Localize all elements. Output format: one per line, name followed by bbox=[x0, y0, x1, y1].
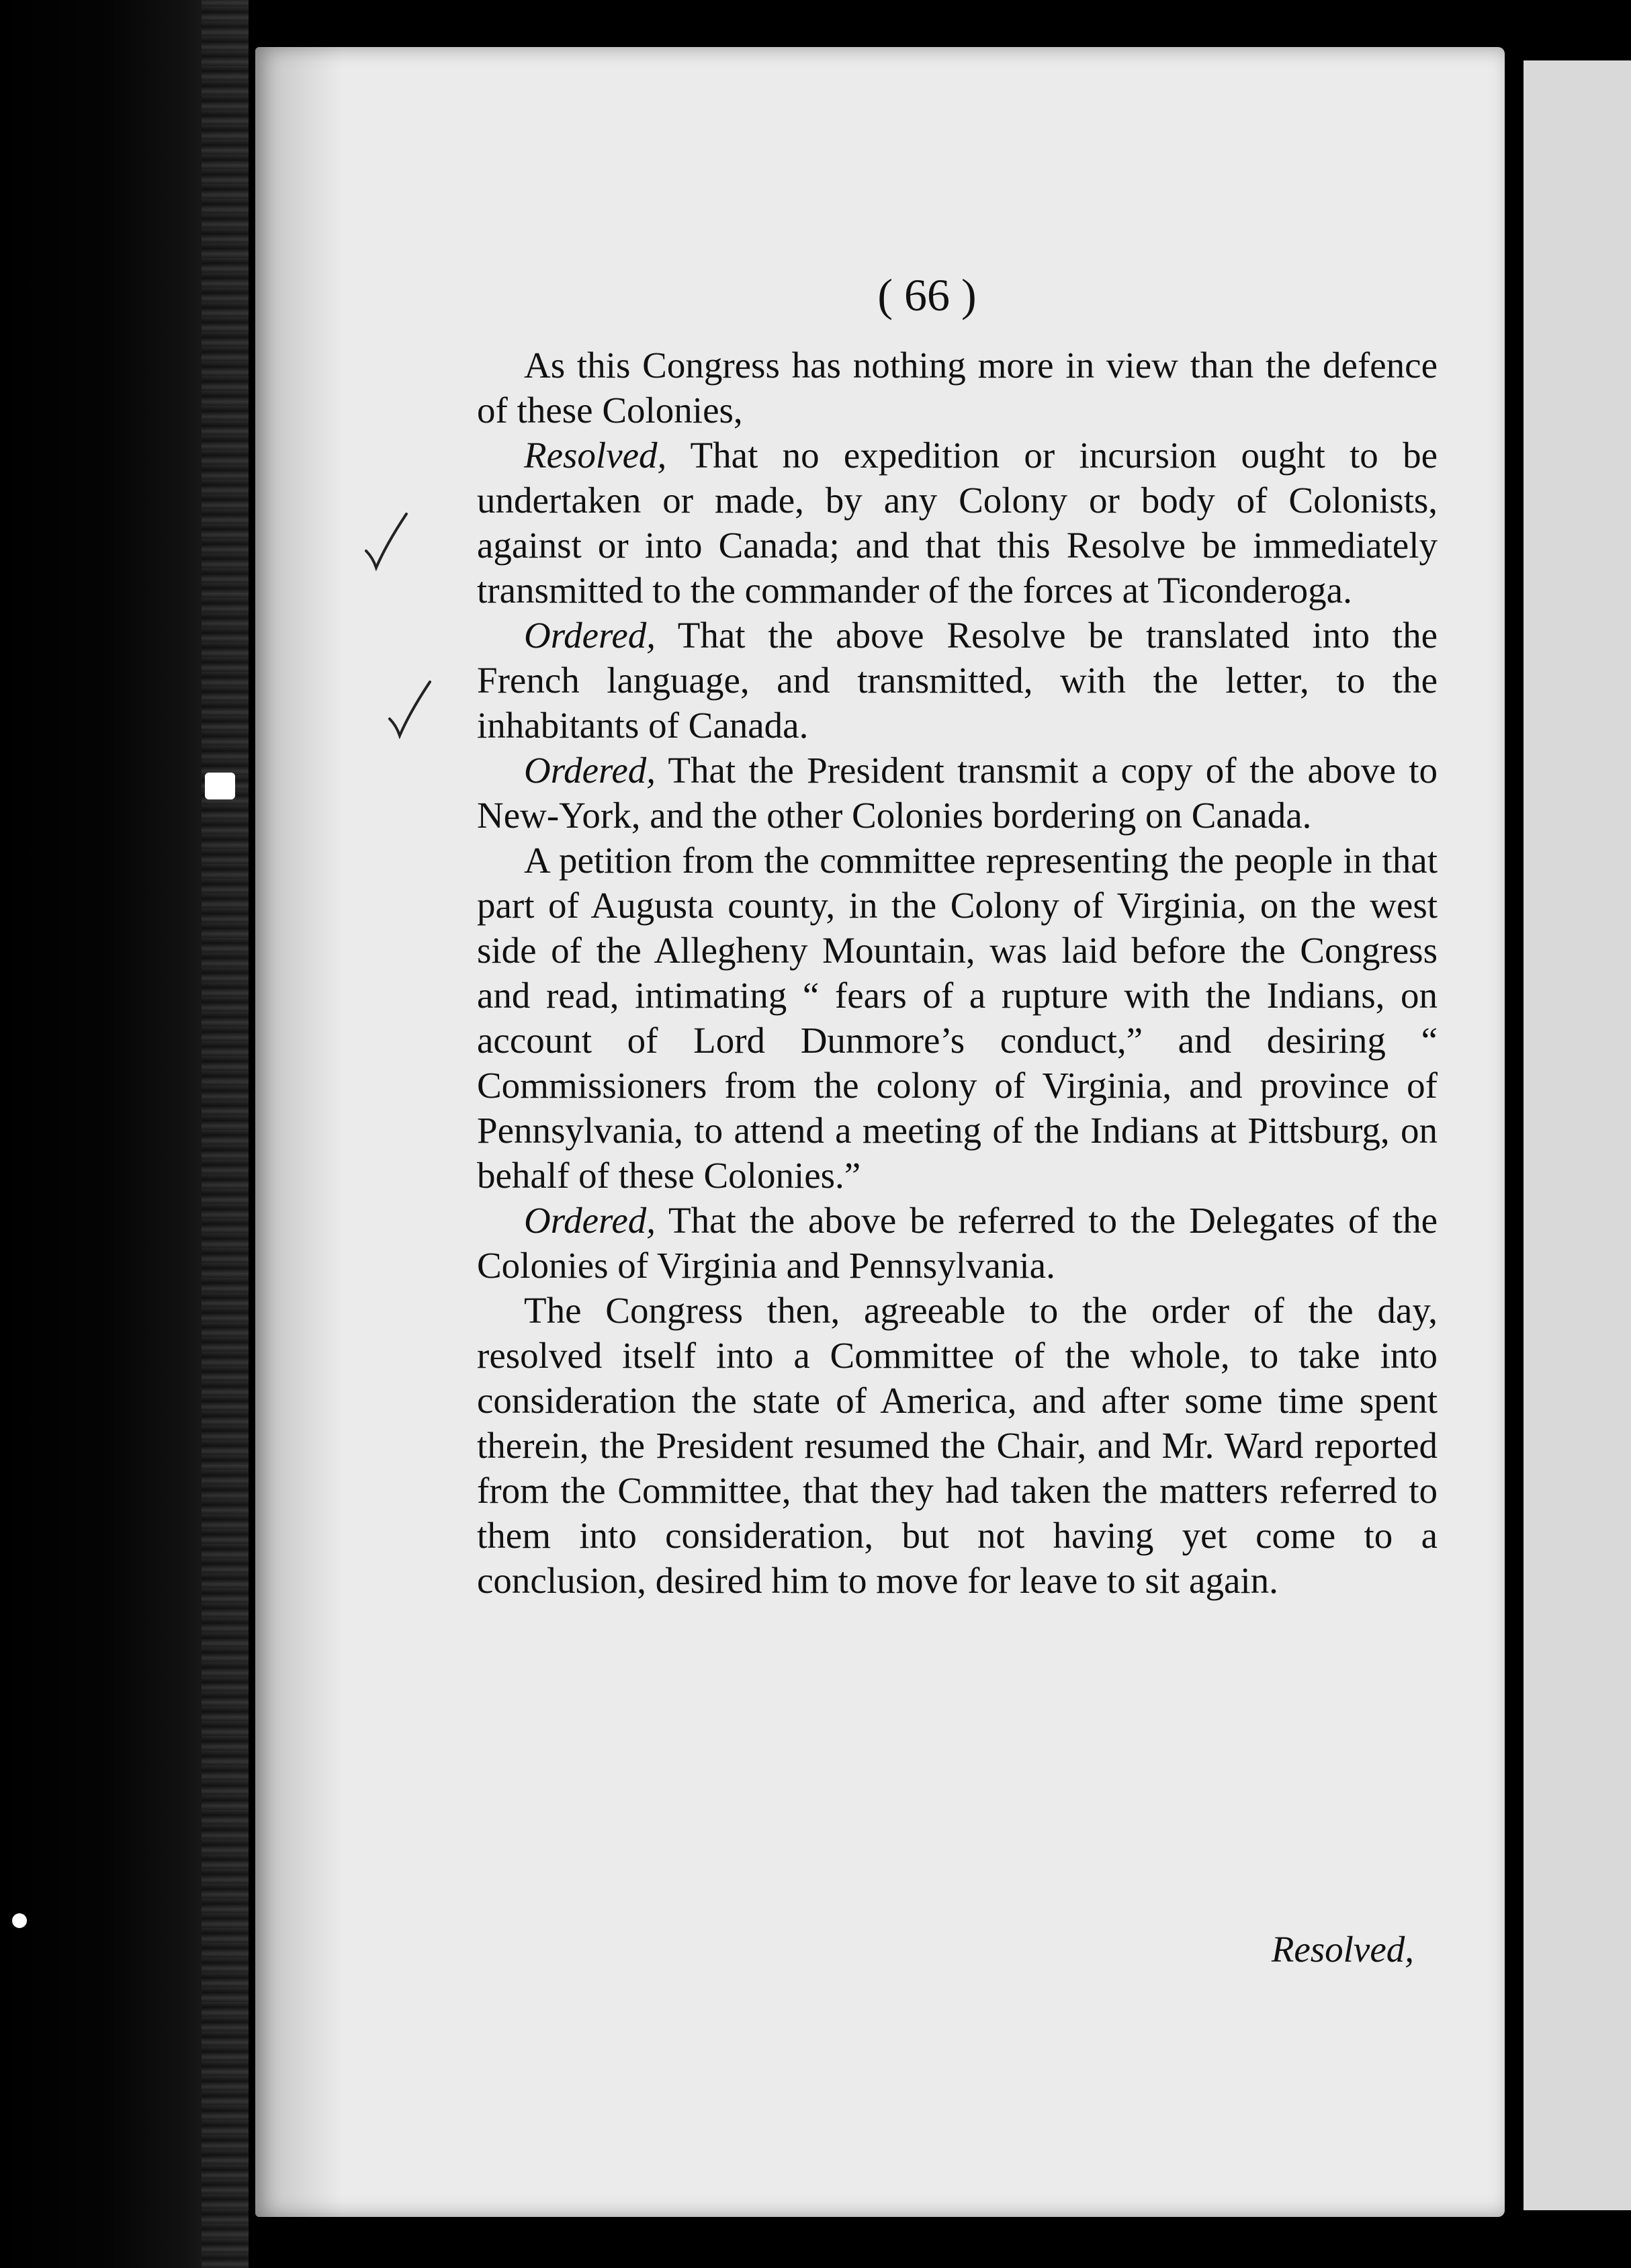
page-tab-mark bbox=[12, 1913, 27, 1928]
paragraph bbox=[477, 613, 1438, 748]
handwritten-checkmark-icon bbox=[386, 679, 433, 739]
facing-page-edge bbox=[1524, 60, 1631, 2210]
paragraph-text: That no expedition or incursion ought to be undertaken or made, by any Colony or body of Colonists, against or into Canada; and that this Resolve be immediately transmitted to the commander of the forces at Ticonderoga. bbox=[477, 435, 1438, 611]
paragraph-lead: Resolved, bbox=[524, 435, 667, 476]
paragraph-lead: Ordered, bbox=[524, 1200, 656, 1241]
paragraph bbox=[477, 1198, 1438, 1288]
spine-edge-texture bbox=[202, 0, 249, 2268]
paragraph bbox=[477, 343, 1438, 433]
book-page bbox=[255, 47, 1505, 2217]
handwritten-checkmark-icon bbox=[363, 511, 410, 571]
paragraph-text: That the President transmit a copy of the above to New-York, and the other Colonies bordering on Canada. bbox=[477, 750, 1438, 836]
paragraph bbox=[477, 748, 1438, 838]
paragraph-text: As this Congress has nothing more in view than the defence of these Colonies, bbox=[477, 345, 1438, 431]
body-text bbox=[477, 343, 1438, 1603]
paragraph-text: That the above be referred to the Delegates of the Colonies of Virginia and Pennsylvania. bbox=[477, 1200, 1438, 1286]
paragraph-text: The Congress then, agreeable to the order of the day, resolved itself into a Committee of the whole, to take into consideration the state of America, and after some time spent therein, the President resumed the Chair, and Mr. Ward reported from the Committee, that they had taken the matters referred to them into consideration, but not having yet come to a conclusion, desired him to move for leave to sit again. bbox=[477, 1290, 1438, 1601]
paragraph-lead: Ordered, bbox=[524, 615, 656, 656]
paragraph-lead: Ordered, bbox=[524, 750, 656, 791]
paragraph bbox=[477, 433, 1438, 613]
paragraph bbox=[477, 1288, 1438, 1603]
paragraph bbox=[477, 838, 1438, 1198]
page-tab-mark bbox=[205, 773, 235, 799]
paragraph-text: A petition from the committee representing the people in that part of Augusta county, in the Colony of Virginia, on the west side of the Allegheny Mountain, was laid before the Congress and read, intimating “ fears of a rupture with the Indians, on account of Lord Dunmore’s conduct,” and desiring “ Commissioners from the colony of Virginia, and province of Pennsylvania, to attend a meeting of the Indians at Pittsburg, on behalf of these Colonies.” bbox=[477, 840, 1438, 1196]
paragraph-text: That the above Resolve be translated into the French language, and transmitted, with the letter, to the inhabitants of Canada. bbox=[477, 615, 1438, 746]
page-gutter bbox=[1511, 54, 1524, 2204]
catchword: Resolved, bbox=[1271, 1929, 1414, 1970]
page-number: ( 66 ) bbox=[877, 269, 977, 320]
